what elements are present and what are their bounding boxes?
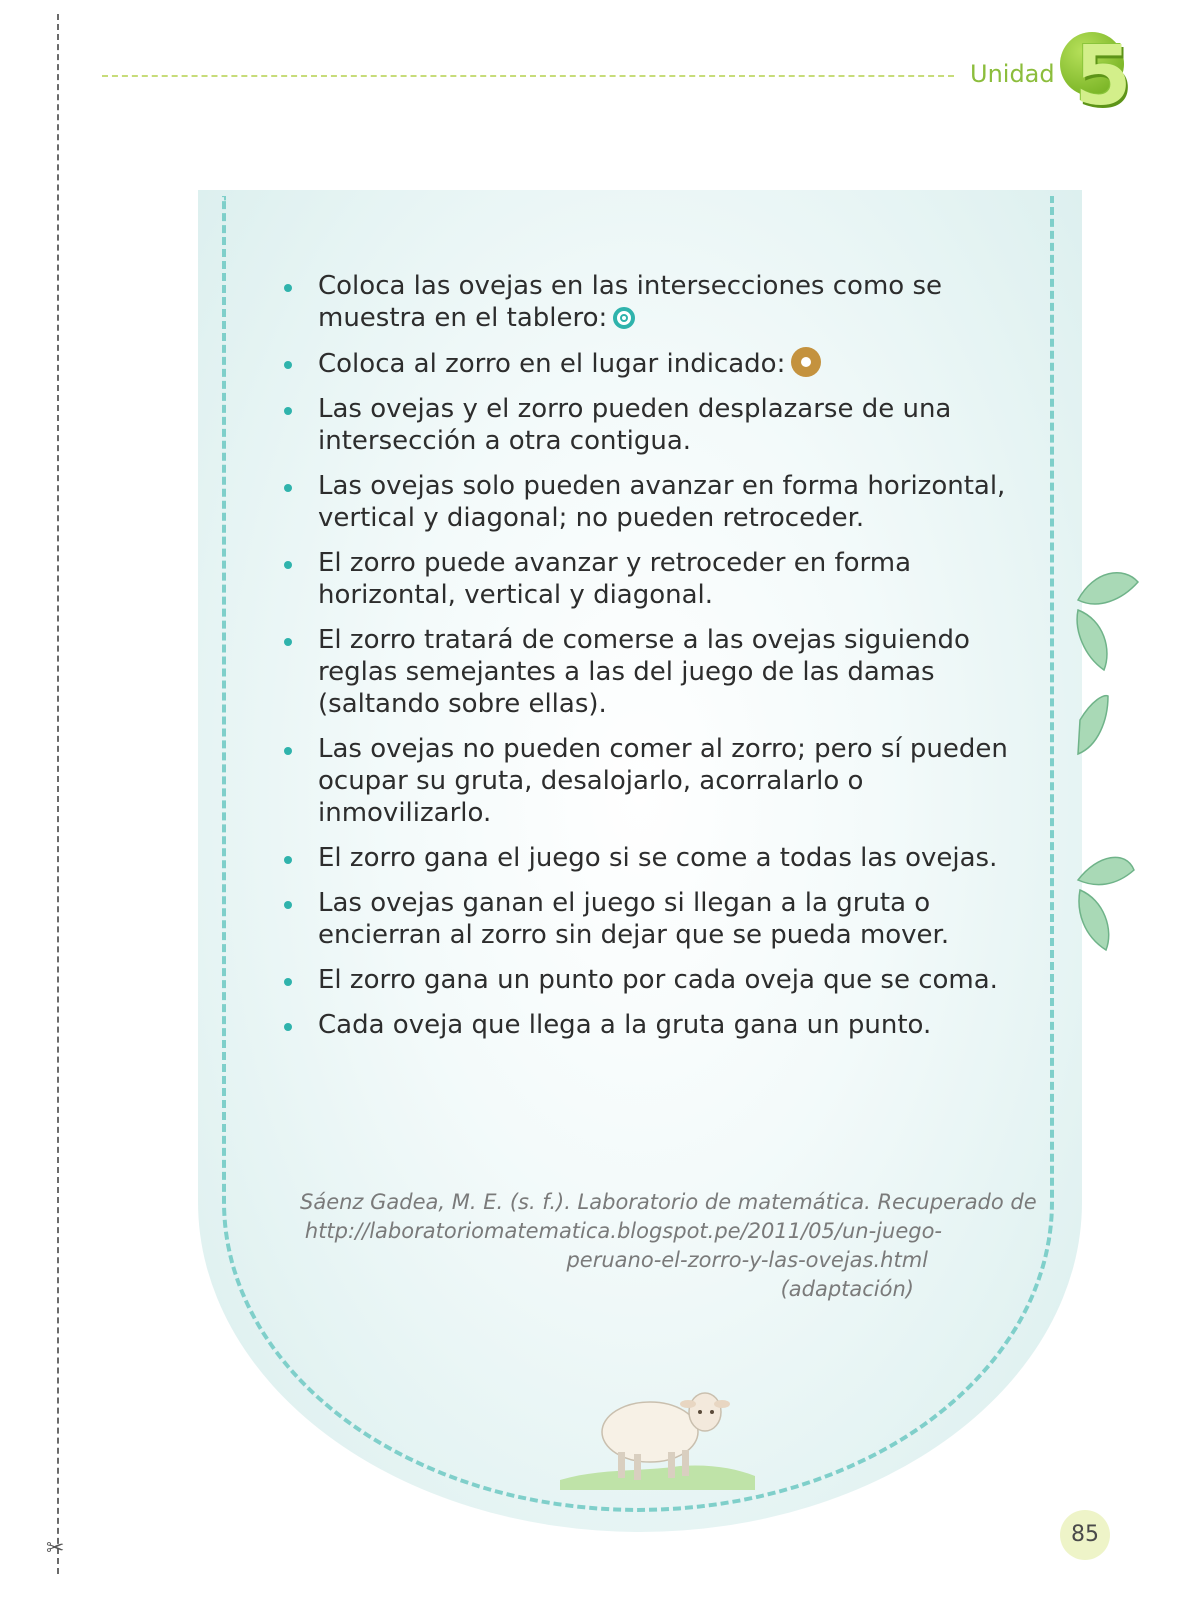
fox-position-icon (791, 347, 821, 377)
rule-item (282, 270, 1012, 334)
bullet-icon (284, 978, 292, 986)
rule-text: Coloca las ovejas en las intersecciones como se muestra en el tablero: (318, 271, 942, 333)
unit-number: 5 (1074, 29, 1132, 124)
sheep-icon (560, 1380, 760, 1490)
scissors-icon: ✂ (46, 1536, 65, 1561)
unit-label: Unidad (970, 60, 1055, 88)
rule-text: Las ovejas ganan el juego si llegan a la gruta o encierran al zorro sin dejar que se pueda mover. (318, 888, 950, 950)
bullet-icon (284, 856, 292, 864)
rule-text: El zorro gana el juego si se come a todas las ovejas. (318, 843, 998, 873)
bullet-icon (284, 407, 292, 415)
bullet-icon (284, 484, 292, 492)
citation-note: (adaptación) (780, 1277, 914, 1301)
citation-url: peruano-el-zorro-y-las-ovejas.html (566, 1248, 928, 1272)
citation-url: http://laboratoriomatematica.blogspot.pe/2011/05/un-juego- (304, 1219, 942, 1243)
rule-item (282, 1009, 1012, 1041)
bullet-icon (284, 284, 292, 292)
rule-item (282, 393, 1012, 457)
rule-text: El zorro puede avanzar y retroceder en forma horizontal, vertical y diagonal. (318, 548, 912, 610)
rule-text: Las ovejas no pueden comer al zorro; pero sí pueden ocupar su gruta, desalojarlo, acorralarlo o inmovilizarlo. (318, 734, 1008, 828)
citation-line: Sáenz Gadea, M. E. (s. f.). Laboratorio de matemática. Recuperado de (300, 1190, 1037, 1214)
rule-item (282, 964, 1012, 996)
rule-item (282, 470, 1012, 534)
rule-text: El zorro tratará de comerse a las ovejas siguiendo reglas semejantes a las del juego de las damas (saltando sobre ellas). (318, 625, 970, 719)
page-number: 85 (1060, 1510, 1110, 1560)
rule-item (282, 547, 1012, 611)
rules-list (282, 270, 1012, 1054)
rule-item (282, 624, 1012, 720)
citation (300, 1188, 1037, 1304)
cut-line (57, 14, 59, 1574)
header-dashed-line (102, 75, 954, 77)
bullet-icon (284, 1023, 292, 1031)
rule-text: Cada oveja que llega a la gruta gana un punto. (318, 1010, 932, 1040)
rule-item (282, 347, 1012, 380)
rule-text: Coloca al zorro en el lugar indicado: (318, 349, 786, 379)
bullet-icon (284, 638, 292, 646)
leaf-branch-icon (1074, 570, 1144, 970)
bullet-icon (284, 361, 292, 369)
rule-text: Las ovejas solo pueden avanzar en forma horizontal, vertical y diagonal; no pueden retroceder. (318, 471, 1006, 533)
rule-item (282, 733, 1012, 829)
rule-item (282, 887, 1012, 951)
rule-text: Las ovejas y el zorro pueden desplazarse de una intersección a otra contigua. (318, 394, 952, 456)
bullet-icon (284, 561, 292, 569)
rule-item (282, 842, 1012, 874)
bullet-icon (284, 747, 292, 755)
sheep-position-icon (613, 307, 635, 329)
bullet-icon (284, 901, 292, 909)
rule-text: El zorro gana un punto por cada oveja que se coma. (318, 965, 998, 995)
